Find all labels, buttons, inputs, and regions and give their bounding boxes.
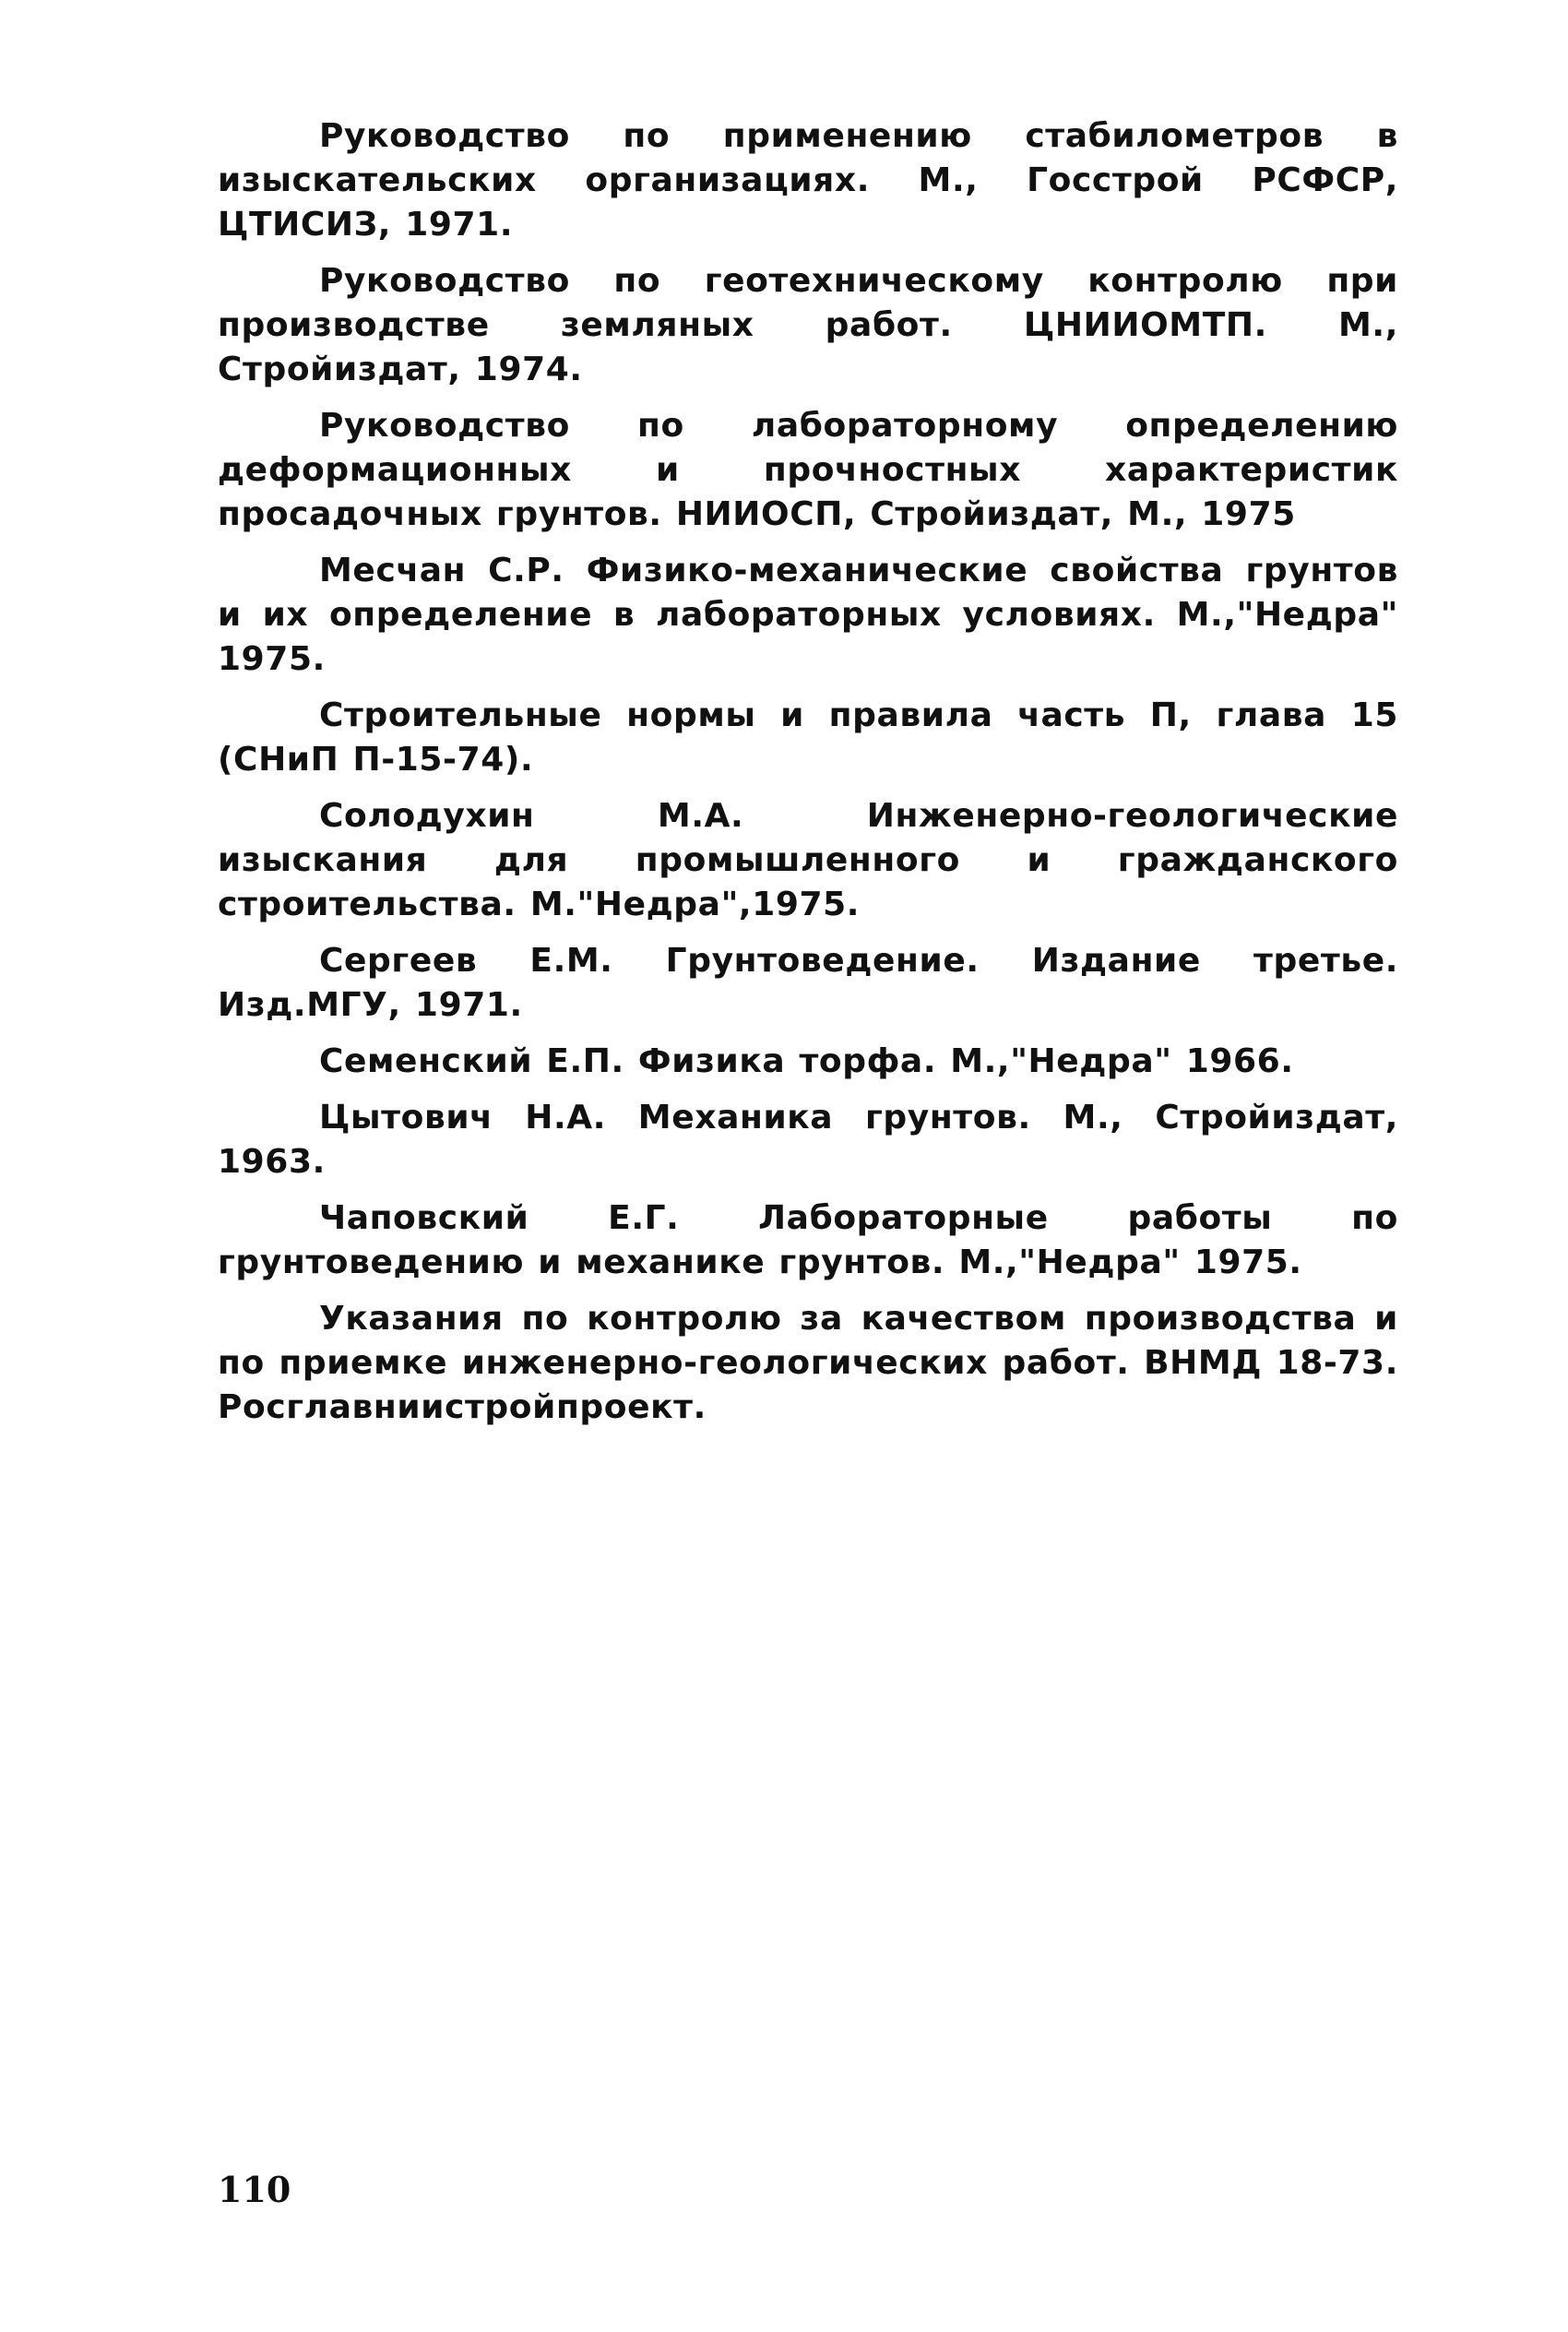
bibliography-entry: Сергеев Е.М. Грунтоведение. Издание третье. Изд.МГУ, 1971. [218, 942, 1398, 1024]
bibliography-entry: Указания по контролю за качеством производства и по приемке инженерно-геологических работ. ВНМД 18-73. Росглавниистройпроект. [218, 1300, 1398, 1426]
bibliography-entry: Руководство по геотехническому контролю при производстве земляных работ. ЦНИИОМТП. М., Стройиздат, 1974. [218, 262, 1398, 388]
bibliography-entry: Солодухин М.А. Инженерно-геологические изыскания для промышленного и гражданского строительства. М."Недра",1975. [218, 797, 1398, 923]
bibliography-entry: Семенский Е.П. Физика торфа. М.,"Недра" 1966. [319, 1042, 1294, 1080]
bibliography-entry: Чаповский Е.Г. Лабораторные работы по грунтоведению и механике грунтов. М.,"Недра" 1975. [218, 1199, 1398, 1281]
bibliography-list [218, 114, 1398, 1442]
bibliography-entry: Строительные нормы и правила часть П, глава 15 (СНиП П-15-74). [218, 696, 1398, 779]
bibliography-entry: Месчан С.Р. Физико-механические свойства грунтов и их определение в лабораторных условиях. М.,"Недра" 1975. [218, 552, 1398, 678]
bibliography-entry: Руководство по лабораторному определению деформационных и прочностных характеристик просадочных грунтов. НИИОСП, Стройиздат, М., 1975 [218, 407, 1398, 533]
bibliography-entry: Цытович Н.А. Механика грунтов. М., Стройиздат, 1963. [218, 1099, 1398, 1181]
bibliography-entry: Руководство по применению стабилометров в изыскательских организациях. М., Госстрой РСФСР, ЦТИСИЗ, 1971. [218, 117, 1398, 244]
page-number: 110 [218, 2169, 291, 2210]
